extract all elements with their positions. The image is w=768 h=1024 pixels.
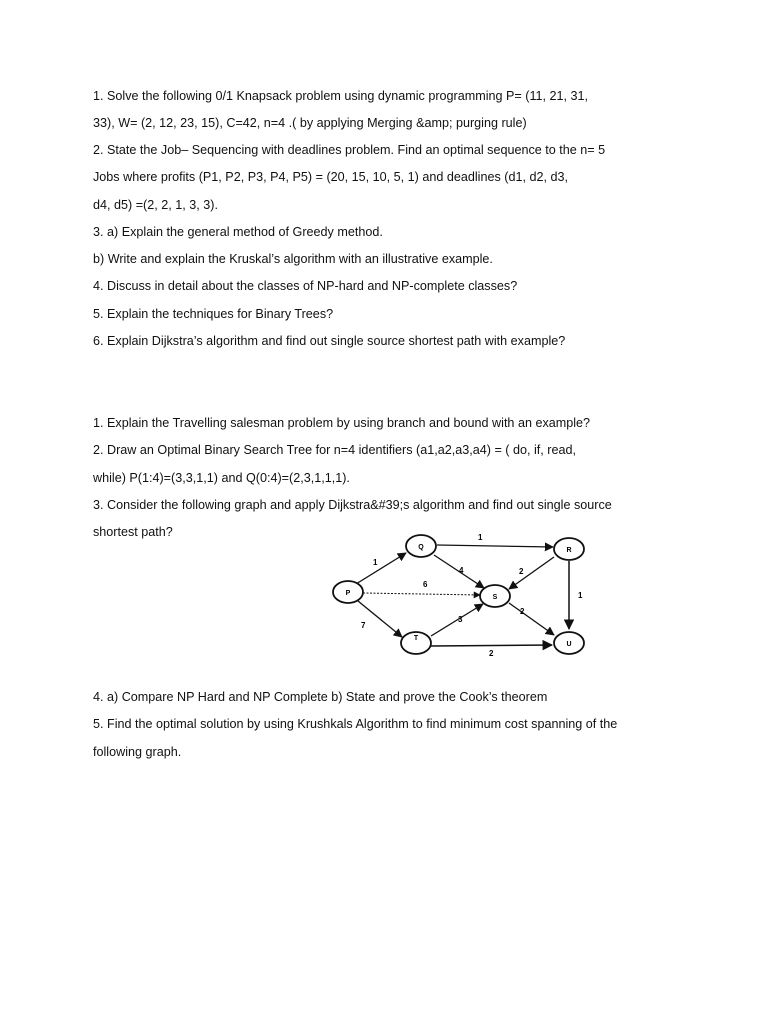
question-line: 3. Consider the following graph and apply Dijkstra&#39;s algorithm and find out single source	[93, 498, 612, 512]
node-label: Q	[418, 544, 424, 551]
question-line: following graph.	[93, 745, 182, 759]
question-line: Jobs where profits (P1, P2, P3, P4, P5) = (20, 15, 10, 5, 1) and deadlines (d1, d2, d3,	[93, 170, 568, 184]
edge-p-s	[363, 593, 480, 595]
edge-q-r	[437, 545, 553, 547]
question-line: b) Write and explain the Kruskal’s algorithm with an illustrative example.	[93, 252, 493, 266]
edge-p-q	[356, 553, 406, 584]
edge-t-u	[431, 645, 552, 646]
edge-weight: 3	[458, 615, 463, 624]
edge-weight: 2	[489, 649, 494, 658]
edge-r-s	[509, 557, 554, 589]
question-line: 1. Solve the following 0/1 Knapsack problem using dynamic programming P= (11, 21, 31,	[93, 89, 589, 103]
question-line: 5. Find the optimal solution by using Krushkals Algorithm to find minimum cost spanning of the	[93, 717, 618, 731]
edge-weight: 4	[459, 566, 464, 575]
edge-s-u	[509, 603, 554, 635]
question-line: d4, d5) =(2, 2, 1, 3, 3).	[93, 198, 218, 212]
question-line: 2. Draw an Optimal Binary Search Tree for n=4 identifiers (a1,a2,a3,a4) = ( do, if, read,	[93, 443, 577, 457]
node-label: P	[345, 590, 351, 597]
question-line: while) P(1:4)=(3,3,1,1) and Q(0:4)=(2,3,1,1,1).	[93, 471, 350, 485]
node-label: U	[566, 641, 572, 648]
edge-weight: 1	[478, 533, 483, 542]
node-label: T	[413, 635, 419, 642]
edge-p-t	[358, 601, 402, 637]
question-line: 5. Explain the techniques for Binary Trees?	[93, 307, 334, 321]
question-line: 4. Discuss in detail about the classes of NP-hard and NP-complete classes?	[93, 279, 518, 293]
edge-weight: 1	[373, 558, 378, 567]
edge-weight: 2	[520, 607, 525, 616]
node-label: S	[492, 594, 498, 601]
question-line: 1. Explain the Travelling salesman problem by using branch and bound with an example?	[93, 416, 591, 430]
dijkstra-graph-diagram	[320, 525, 600, 665]
question-line: 4. a) Compare NP Hard and NP Complete b) State and prove the Cook’s theorem	[93, 690, 548, 704]
edge-weight: 1	[578, 591, 583, 600]
edge-t-s	[431, 604, 483, 636]
node-label: R	[566, 547, 572, 554]
edge-weight: 2	[519, 567, 524, 576]
edge-weight: 6	[423, 580, 428, 589]
question-line: shortest path?	[93, 525, 173, 539]
question-line: 6. Explain Dijkstra’s algorithm and find out single source shortest path with example?	[93, 334, 566, 348]
edge-weight: 7	[361, 621, 366, 630]
question-line: 33), W= (2, 12, 23, 15), C=42, n=4 .( by applying Merging &amp; purging rule)	[93, 116, 527, 130]
question-line: 3. a) Explain the general method of Greedy method.	[93, 225, 383, 239]
question-line: 2. State the Job– Sequencing with deadlines problem. Find an optimal sequence to the n= 5	[93, 143, 606, 157]
